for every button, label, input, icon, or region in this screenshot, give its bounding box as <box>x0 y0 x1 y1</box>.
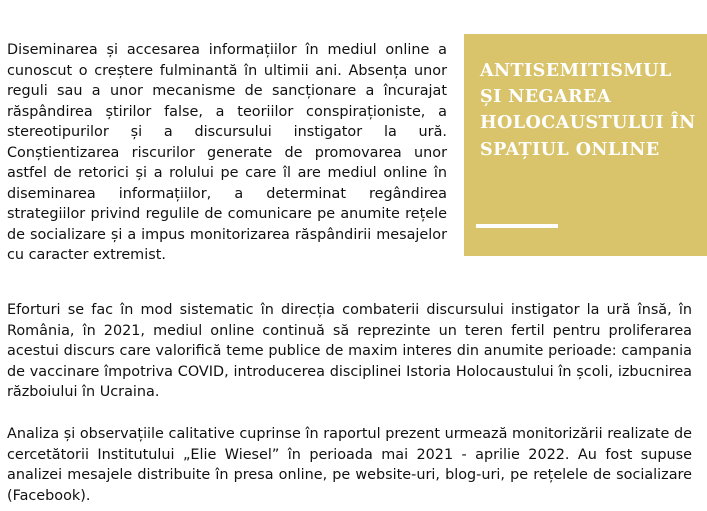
report-title: ANTISEMITISMUL ȘI NEGAREA HOLOCAUSTULUI ÎN SPAȚIUL ONLINE <box>480 60 696 160</box>
intro-paragraph: Diseminarea și accesarea informațiilor în mediul online a cunoscut o creștere fulminantă în ultimii ani. Absența unor reguli sau a unor mecanisme de sancționare a încurajat răspândirea știrilor false, a teoriilor conspiraționiste, a stereotipurilor și a discursului instigator la ură. Conștientizarea riscurilor generate de promovarea unor astfel de retorici și a rolului pe care îl are mediul online în diseminarea informațiilor, a determinat regândirea strategiilor privind regulile de comunicare pe anumite rețele de socializare și a impus monitorizarea răspândirii mesajelor cu caracter extremist. <box>7 42 447 263</box>
title-underline-divider <box>476 224 558 228</box>
body-paragraph-context: Eforturi se fac în mod sistematic în direcția combaterii discursului instigator la ură însă, în România, în 2021, mediul online continuă să reprezinte un teren fertil pentru proliferarea acestui discurs care valorifică teme publice de maxim interes din anumite perioade: campania de vaccinare împotriva COVID, introducerea disciplinei Istoria Holocaustului în școli, izbucnirea războiului în Ucraina. <box>7 302 692 400</box>
title-box <box>464 34 707 256</box>
body-paragraph-methodology: Analiza și observațiile calitative cuprinse în raportul prezent urmează monitorizării realizate de cercetătorii Institutului „Elie Wiesel” în perioada mai 2021 - aprilie 2022. Au fost supuse analizei mesajele distribuite în presa online, pe website-uri, blog-uri, pe rețelele de socializare (Facebook). <box>7 426 692 504</box>
